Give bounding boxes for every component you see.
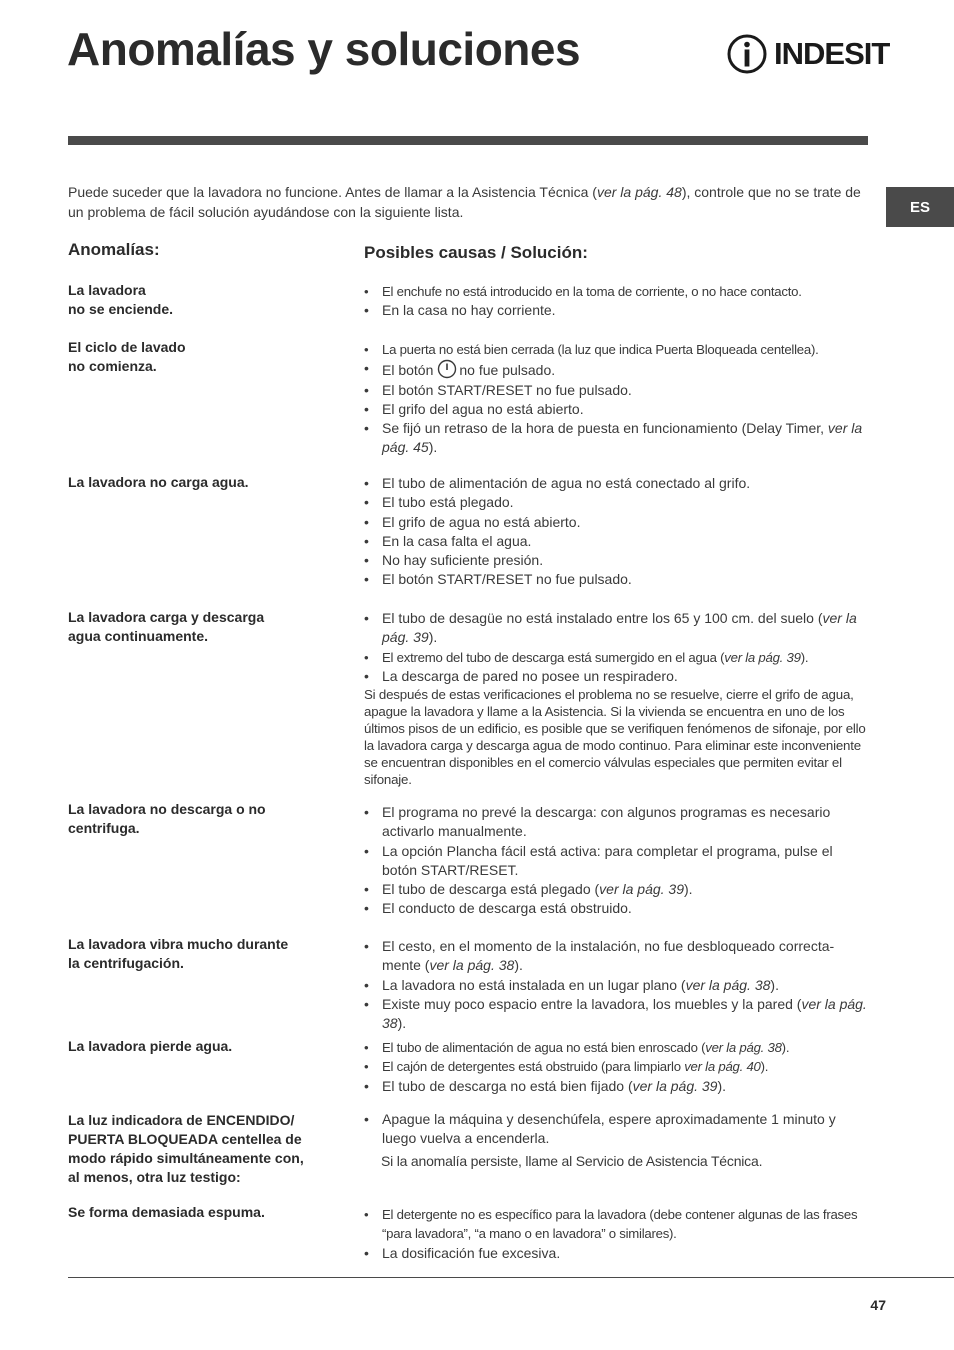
page-ref: ver la pág. 39 xyxy=(382,610,857,646)
solution-text: no fue pulsado. xyxy=(459,362,556,379)
anomaly-cycle-not-start: El ciclo de lavado no comienza. xyxy=(68,339,186,374)
solution-item xyxy=(364,648,870,667)
solution-text: ). xyxy=(428,629,438,646)
intro-text-after: ), controle que no se trate de un problema de fácil solución ayudándose con la siguiente lista. xyxy=(68,184,861,220)
solution-text: ). xyxy=(717,1077,727,1094)
solution-continuous-fill-drain xyxy=(364,609,870,788)
solution-text: La lavadora no está instalada en un lugar plano ( xyxy=(382,976,686,993)
solution-item xyxy=(364,609,870,648)
solution-text: ). xyxy=(781,1040,790,1055)
solution-item: • El grifo de agua no está abierto. xyxy=(364,513,870,532)
page-ref: ver la pág. 38 xyxy=(705,1040,782,1055)
page-ref: ver la pág. 39 xyxy=(632,1077,718,1094)
solution-item: • La dosificación fue excesiva. xyxy=(364,1244,870,1263)
anomaly-no-drain-spin: La lavadora no descarga o no centrifuga. xyxy=(68,801,266,836)
solution-text: El cesto, en el momento de la instalación, no fue desbloqueado correcta-mente ( xyxy=(382,938,835,974)
solution-item: • La descarga de pared no posee un respiradero. xyxy=(364,667,870,686)
solution-item: • El detergente no es específico para la lavadora (debe contener algunas de las frases “para lavadora”, “a mano o en lavadora” o similares). xyxy=(364,1205,870,1244)
page-ref: ver la pág. 38 xyxy=(382,995,867,1032)
solution-item xyxy=(364,1057,870,1076)
page-ref: ver la pág. 38 xyxy=(429,957,515,974)
solution-item xyxy=(364,419,870,458)
solution-text: Existe muy poco espacio entre la lavadora, los muebles y la pared ( xyxy=(382,995,802,1012)
solution-note: Si después de estas verificaciones el problema no se resuelve, cierre el grifo de agua, apague la lavadora y llame a la Asistencia. Si la vivienda se encuentra en uno de los últimos pisos de un edificio, es posible que se verifiquen fenómenos de sifonaje, por ello la lavadora carga y descarga agua de modo continuo. Para eliminar este inconveniente se encuentran disponibles en el comercio válvulas especiales que permiten evitar el sifonaje. xyxy=(364,687,866,788)
page-number: 47 xyxy=(870,1297,886,1313)
solution-not-power-on xyxy=(364,282,870,321)
solution-item xyxy=(364,976,870,995)
solution-text: El cajón de detergentes está obstruido (para limpiarlo xyxy=(382,1059,685,1075)
solution-text: El tubo de descarga no está bien fijado ( xyxy=(382,1077,633,1094)
solutions-heading: Posibles causas / Solución: xyxy=(364,243,588,262)
solution-item: • El conducto de descarga está obstruido. xyxy=(364,899,870,918)
solution-text: El extremo del tubo de descarga está sumergido en el agua ( xyxy=(382,649,725,665)
solution-no-water-intake xyxy=(364,474,870,590)
power-button-icon xyxy=(437,359,457,379)
intro-page-ref: ver la pág. 48 xyxy=(596,184,682,200)
solution-item xyxy=(364,1038,870,1057)
intro-text-before: Puede suceder que la lavadora no funcione. Antes de llamar a la Asistencia Técnica ( xyxy=(68,184,597,200)
solution-item: • La opción Plancha fácil está activa: para completar el programa, pulse el botón START/RESET. xyxy=(364,842,870,881)
solution-text: ). xyxy=(770,976,779,993)
solution-cycle-not-start xyxy=(364,340,870,458)
brand-i-icon xyxy=(726,32,770,76)
solution-item xyxy=(364,937,870,976)
anomaly-continuous-fill-drain: La lavadora carga y descarga agua continuamente. xyxy=(68,609,265,644)
anomaly-excess-foam: Se forma demasiada espuma. xyxy=(68,1204,265,1220)
solution-item: • En la casa no hay corriente. xyxy=(364,301,870,320)
solution-no-drain-spin xyxy=(364,803,870,919)
solution-item: • El tubo de alimentación de agua no está conectado al grifo. xyxy=(364,474,870,493)
solution-text: ). xyxy=(760,1059,769,1075)
solution-text: ). xyxy=(514,957,523,974)
solution-item xyxy=(364,880,870,899)
solution-text: El tubo de alimentación de agua no está bien enroscado ( xyxy=(382,1040,706,1055)
anomaly-no-water-intake: La lavadora no carga agua. xyxy=(68,474,249,490)
solution-text: ). xyxy=(684,881,693,898)
anomaly-vibration: La lavadora vibra mucho durante la centrifugación. xyxy=(68,936,289,971)
solution-item: • El botón START/RESET no fue pulsado. xyxy=(364,570,870,589)
intro-paragraph xyxy=(68,182,868,222)
anomaly-water-leak: La lavadora pierde agua. xyxy=(68,1038,233,1054)
brand-wordmark: INDESIT xyxy=(774,36,890,71)
solution-excess-foam xyxy=(364,1205,870,1263)
solution-item xyxy=(364,1077,870,1096)
page-ref: ver la pág. 39 xyxy=(599,881,684,898)
solution-text: El tubo de desagüe no está instalado entre los 65 y 100 cm. del suelo ( xyxy=(382,610,823,626)
solution-note: Si la anomalía persiste, llame al Servicio de Asistencia Técnica. xyxy=(381,1152,763,1169)
solution-item: • No hay suficiente presión. xyxy=(364,551,870,570)
solution-text: ). xyxy=(397,1015,407,1032)
page-title: Anomalías y soluciones xyxy=(67,23,581,75)
solution-text: El botón xyxy=(382,362,434,379)
solution-indicator-flashing xyxy=(364,1110,870,1170)
solution-text: ). xyxy=(800,649,809,665)
solution-item: • En la casa falta el agua. xyxy=(364,532,870,551)
solution-item: • La puerta no está bien cerrada (la luz que indica Puerta Bloqueada centellea). xyxy=(364,340,870,359)
solution-vibration xyxy=(364,937,870,1033)
solution-item: • El enchufe no está introducido en la toma de corriente, o no hace contacto. xyxy=(364,282,870,301)
page-ref: ver la pág. 39 xyxy=(724,649,801,665)
solution-text: Se fijó un retraso de la hora de puesta en funcionamiento (Delay Timer, xyxy=(382,420,828,437)
page-ref: ver la pág. 38 xyxy=(685,976,771,993)
solution-item: • Apague la máquina y desenchúfela, espere aproximadamente 1 minuto y luego vuelva a encenderla. xyxy=(364,1110,870,1149)
language-tab: ES xyxy=(886,187,954,227)
solution-text: ). xyxy=(428,439,438,456)
anomaly-not-power-on: La lavadora no se enciende. xyxy=(68,282,174,317)
solution-item: • El tubo está plegado. xyxy=(364,493,870,512)
header-rule xyxy=(68,136,868,145)
anomaly-indicator-flashing: La luz indicadora de ENCENDIDO/ PUERTA BLOQUEADA centellea de modo rápido simultáneamente con, al menos, otra luz testigo: xyxy=(68,1112,304,1185)
solution-item: • El programa no prevé la descarga: con algunos programas es necesario activarlo manualmente. xyxy=(364,803,870,842)
page-ref: ver la pág. 45 xyxy=(382,420,863,456)
solution-item: • El grifo del agua no está abierto. xyxy=(364,400,870,419)
solution-item xyxy=(364,359,870,380)
footer-rule xyxy=(68,1277,954,1278)
solution-item: • El botón START/RESET no fue pulsado. xyxy=(364,381,870,400)
indesit-logo xyxy=(726,32,890,76)
solution-item xyxy=(364,995,870,1034)
solution-text: El tubo de descarga está plegado ( xyxy=(382,881,600,898)
anomalies-heading: Anomalías: xyxy=(68,240,160,259)
solution-water-leak xyxy=(364,1038,870,1096)
page-ref: ver la pág. 40 xyxy=(684,1059,761,1075)
